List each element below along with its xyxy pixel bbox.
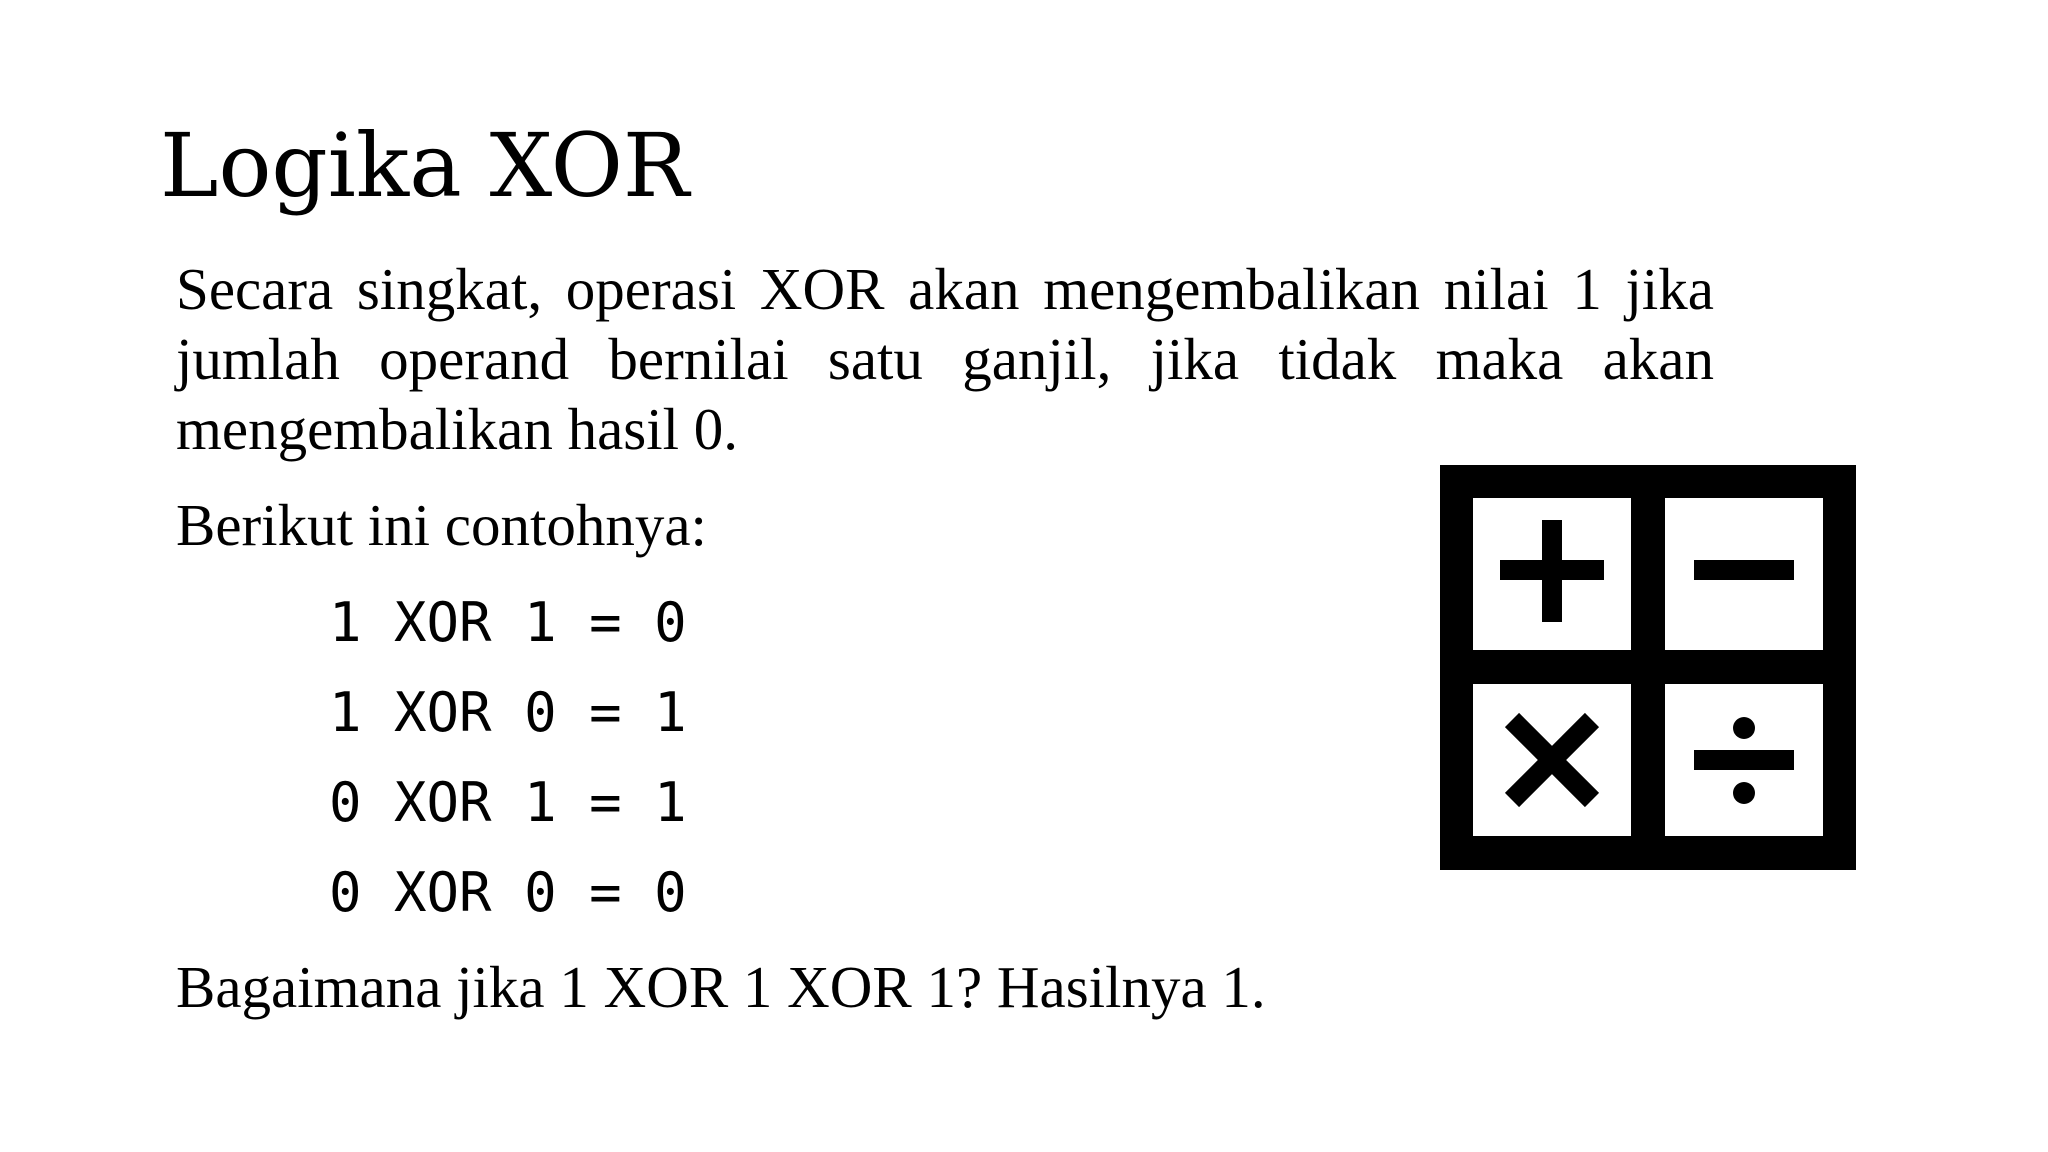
xor-example-line: 1 XOR 0 = 1 <box>329 681 687 744</box>
xor-example-line: 0 XOR 1 = 1 <box>329 771 687 834</box>
xor-definition-text: Secara singkat, operasi XOR akan mengembalikan nilai 1 jika jumlah operand bernilai satu ganjil, jika tidak maka akan mengembalikan hasil 0. <box>176 256 1714 462</box>
examples-intro-text: Berikut ini contohnya: <box>176 492 707 558</box>
xor-example-line: 1 XOR 1 = 0 <box>329 591 687 654</box>
slide-title: Logika XOR <box>160 114 690 217</box>
xor-example-line: 0 XOR 0 = 0 <box>329 861 687 924</box>
calculator-icon <box>1440 465 1856 870</box>
closing-question-text: Bagaimana jika 1 XOR 1 XOR 1? Hasilnya 1. <box>176 954 1266 1020</box>
minus-icon <box>1694 560 1794 580</box>
